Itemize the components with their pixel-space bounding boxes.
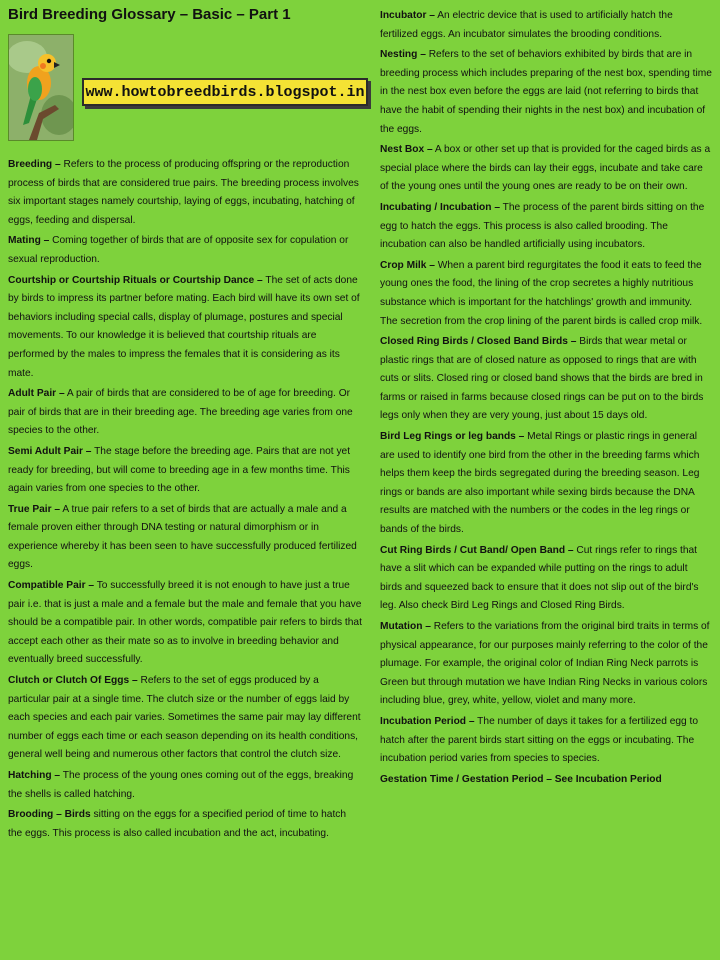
glossary-entry bbox=[8, 443, 362, 499]
glossary-entry bbox=[380, 7, 712, 44]
glossary-entry bbox=[8, 806, 362, 843]
entry-definition: Coming together of birds that are of opposite sex for copulation or sexual reproduction. bbox=[8, 235, 349, 265]
glossary-entry bbox=[8, 672, 362, 765]
glossary-entry bbox=[380, 542, 712, 616]
entry-term: Mutation – bbox=[380, 621, 431, 632]
blog-url-text[interactable]: www.howtobreedbirds.blogspot.in bbox=[85, 83, 365, 101]
glossary-entry bbox=[380, 713, 712, 769]
page-title: Bird Breeding Glossary – Basic – Part 1 bbox=[8, 6, 291, 23]
entry-definition: Metal Rings or plastic rings in general are used to identify one bird from the other in the breeding farms which helps them keep the birds segregated during the breeding season. Leg rings or bands are also important while sexing birds because the DNA results are matched with the numbers or the codes in the leg rings or bands of the birds. bbox=[380, 431, 700, 536]
entry-term: True Pair – bbox=[8, 503, 61, 515]
glossary-entry bbox=[380, 46, 712, 139]
glossary-entry bbox=[8, 385, 362, 441]
entry-definition: A pair of birds that are considered to be of age for breeding. Or pair of birds that are in their breeding age. The breeding age varies from one species to the other. bbox=[8, 388, 353, 437]
entry-term: Incubator – bbox=[380, 10, 435, 21]
entry-definition: The process of the young ones coming out of the eggs, breaking the shells is called hatching. bbox=[8, 770, 354, 800]
entry-definition: When a parent bird regurgitates the food it eats to feed the young ones the food, the lining of the crop secretes a highly nutritious substance which is important for the hatchlings' growth and immunity. The secretion from the crop lining of the parent birds is called crop milk. bbox=[380, 259, 703, 327]
glossary-entry bbox=[380, 199, 712, 255]
entry-definition: Cut rings refer to rings that have a slit which can be expanded while putting on the rings to adult birds and squeezed back to ensure that it does not slip out of the bird's leg. Also check Bird Leg Rings and Closed Ring Birds. bbox=[380, 544, 699, 612]
entry-definition: The number of days it takes for a fertilized egg to hatch after the parent birds start sitting on the eggs or incubating. The incubation period varies from species to species. bbox=[380, 715, 699, 765]
entry-definition: An electric device that is used to artificially hatch the fertilized eggs. An incubator simulates the brooding conditions. bbox=[380, 10, 673, 40]
glossary-entry bbox=[380, 618, 712, 711]
entry-term: Brooding – Birds bbox=[8, 809, 91, 821]
glossary-entry bbox=[380, 771, 712, 790]
entry-definition: Refers to the set of behaviors exhibited by birds that are in breeding process which includes preparing of the nest box, spending time in the nest box even before the eggs are laid (not referring to birds that have the habit of spending their nights in the nest box) and incubation of the eggs. bbox=[380, 49, 712, 135]
glossary-entry bbox=[380, 428, 712, 540]
glossary-entry bbox=[380, 257, 712, 331]
glossary-entry bbox=[8, 501, 362, 575]
entry-term: Bird Leg Rings or leg bands – bbox=[380, 431, 525, 443]
glossary-entry bbox=[380, 333, 712, 426]
entry-term: Incubation Period – bbox=[380, 715, 475, 727]
entry-term: Breeding – bbox=[8, 159, 61, 170]
entry-definition: The stage before the breeding age. Pairs that are not yet ready for breeding, but will come to breeding age in a few months time. This again varies from one species to the other. bbox=[8, 445, 351, 495]
entry-definition: Refers to the variations from the original bird traits in terms of physical appearance, for our purposes mainly referring to the color of the plumage. For example, the original color of Indian Ring Neck parrots is Green but through mutation we have Indian Ring Necks in various colors including blue, grey, white, yellow, violet and many more. bbox=[380, 621, 710, 707]
entry-term: Adult Pair – bbox=[8, 388, 65, 400]
entry-term: Closed Ring Birds / Closed Band Birds – bbox=[380, 336, 577, 348]
entry-definition: Refers to the set of eggs produced by a particular pair at a single time. The clutch size or the number of eggs laid by each species and each pair varies. Sometimes the same pair may lay different number of eggs each time or each season depending on its health conditions, general well being and numerous other factors that control the clutch size. bbox=[8, 675, 361, 761]
entry-definition: Birds that wear metal or plastic rings that are of closed nature as opposed to rings that are with cuts or slits. Closed ring or closed band shows that the birds are bred in farms or raised in farms because closed rings can be put on to the birds legs only when they are very young, just about 15 days old. bbox=[380, 336, 704, 422]
glossary-entry bbox=[8, 767, 362, 804]
parrot-photo bbox=[8, 34, 74, 141]
glossary-entry bbox=[380, 141, 712, 197]
glossary-entry bbox=[8, 232, 362, 269]
glossary-entry bbox=[8, 156, 362, 230]
entry-term: Nest Box – bbox=[380, 144, 433, 156]
glossary-column-left bbox=[8, 156, 362, 845]
entry-definition: A true pair refers to a set of birds that are actually a male and a female proven either through DNA testing or natural dimorphism or in experience whereby it has been seen to have successfully produced fertilized eggs. bbox=[8, 503, 357, 571]
entry-term: Semi Adult Pair – bbox=[8, 445, 92, 457]
entry-term: Cut Ring Birds / Cut Band/ Open Band – bbox=[380, 544, 574, 556]
entry-term: Crop Milk – bbox=[380, 259, 435, 271]
entry-term: Compatible Pair – bbox=[8, 580, 95, 592]
entry-definition: Refers to the process of producing offspring or the reproduction process of birds that are considered true pairs. The breeding process involves six important stages namely courtship, laying of eggs, incubating, hatching of eggs, feeding and dispersal. bbox=[8, 159, 359, 226]
entry-definition: sitting on the eggs for a specified period of time to hatch the eggs. This process is also called incubation and the act, incubating. bbox=[8, 809, 347, 839]
glossary-entry bbox=[8, 577, 362, 670]
glossary-column-right bbox=[380, 7, 712, 791]
blog-url-banner[interactable] bbox=[82, 78, 368, 106]
entry-term: Courtship or Courtship Rituals or Courtship Dance – bbox=[8, 274, 263, 286]
entry-definition: To successfully breed it is not enough to have just a true pair i.e. that is just a male and a female but the male and female that you have should be a compatible pair. In other words, compatible pair refers to birds that accept each other as their mate so as to involve in breeding behavior and eventually breed successfully. bbox=[8, 580, 362, 666]
entry-definition: The set of acts done by birds to impress its partner before mating. Each bird will have its own set of behaviors including special calls, display of plumage, postures and special movements. To our knowledge it is believed that courtship rituals are performed by the males to impress the females that it is considering as its mate. bbox=[8, 274, 360, 379]
entry-definition: The process of the parent birds sitting on the egg to hatch the eggs. This process is also called brooding. The incubation can also be handled artificially using incubators. bbox=[380, 201, 705, 251]
entry-term: Gestation Time / Gestation Period – See Incubation Period bbox=[380, 773, 662, 785]
entry-term: Incubating / Incubation – bbox=[380, 201, 500, 213]
entry-term: Clutch or Clutch Of Eggs – bbox=[8, 675, 138, 687]
entry-term: Mating – bbox=[8, 235, 50, 247]
glossary-entry bbox=[8, 272, 362, 384]
entry-term: Nesting – bbox=[380, 49, 426, 61]
entry-definition: A box or other set up that is provided for the caged birds as a special place where the birds can lay their eggs, incubate and take care of the young ones until the young ones are ready to be on their own. bbox=[380, 144, 711, 193]
entry-term: Hatching – bbox=[8, 770, 61, 781]
